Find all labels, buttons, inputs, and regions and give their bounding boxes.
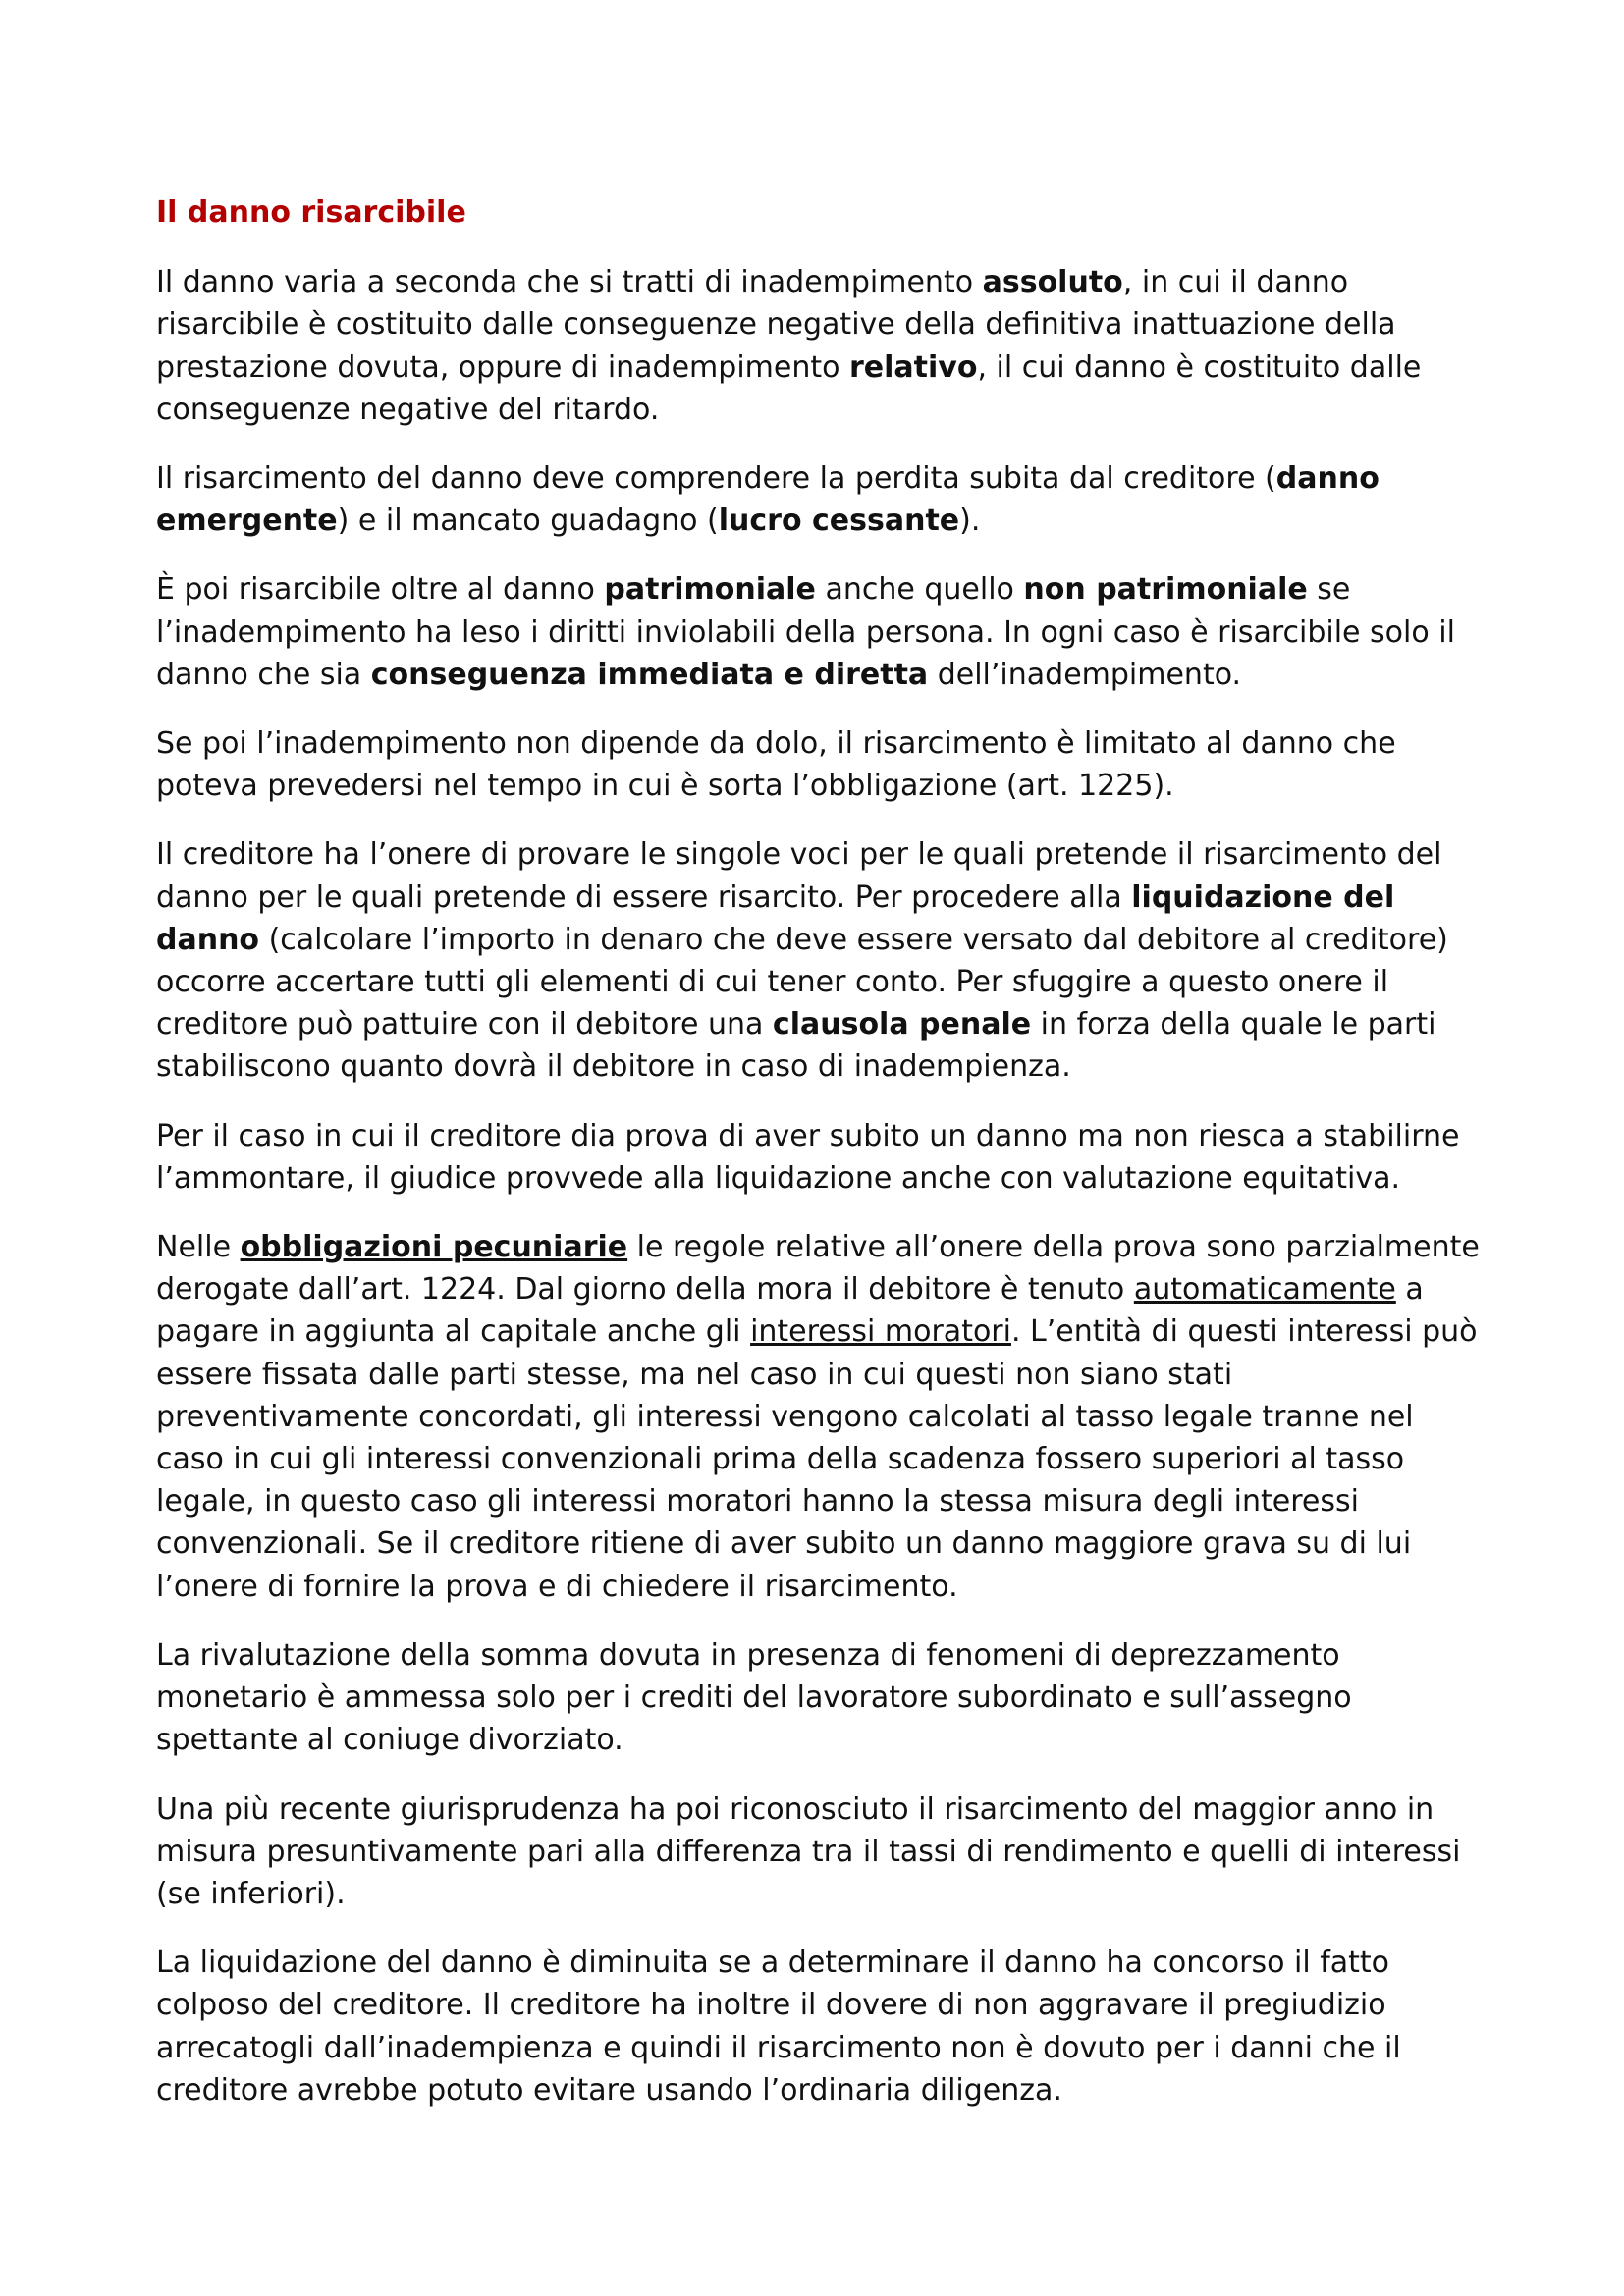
document-title: Il danno risarcibile <box>156 195 466 230</box>
bold-term: clausola penale <box>772 1007 1032 1042</box>
bold-term: liquidazione del danno <box>156 880 1395 957</box>
bold-term: patrimoniale <box>604 572 816 608</box>
paragraph <box>156 1789 1482 1916</box>
paragraph-text: dell’inadempimento. <box>928 657 1242 692</box>
paragraph-text: Il creditore ha l’onere di provare le singole voci per le quali pretende il risarcimento del danno per le quali pretende di essere risarcito. Per procedere alla <box>156 837 1442 915</box>
underlined-term: automaticamente <box>1133 1272 1396 1308</box>
paragraph-text: in forza della quale le parti stabiliscono quanto dovrà il debitore in caso di inadempienza. <box>156 1007 1436 1085</box>
paragraph <box>156 1226 1482 1608</box>
paragraph-text: (calcolare l’importo in denaro che deve essere versato dal debitore al creditore) occorre accertare tutti gli elementi di cui tener conto. Per sfuggire a questo onere il creditore può pattuire con il debitore una <box>156 922 1448 1042</box>
document-body <box>156 191 1482 2138</box>
paragraph-text: Il risarcimento del danno deve comprendere la perdita subita dal creditore ( <box>156 461 1276 497</box>
paragraph-text: Il danno varia a seconda che si tratti di inadempimento <box>156 265 983 300</box>
paragraph-text: , il cui danno è costituito dalle conseguenze negative del ritardo. <box>156 349 1422 427</box>
underlined-term: interessi moratori <box>750 1314 1011 1350</box>
paragraph <box>156 833 1482 1088</box>
bold-term: danno emergente <box>156 461 1380 539</box>
paragraph <box>156 1115 1482 1200</box>
paragraph-text: . L’entità di questi interessi può essere fissata dalle parti stesse, ma nel caso in cui questi non siano stati preventivamente concordati, gli interessi vengono calcolati al tasso legale tranne nel caso in cui gli interessi convenzionali prima della scadenza fossero superiori al tasso legale, in questo caso gli interessi moratori hanno la stessa misura degli interessi convenzionali. Se il creditore ritiene di aver subito un danno maggiore grava su di lui l’onere di fornire la prova e di chiedere il risarcimento. <box>156 1314 1478 1604</box>
bold-underlined-term: obbligazioni pecuniarie <box>240 1230 628 1265</box>
paragraph-text: ) e il mancato guadagno ( <box>337 504 719 539</box>
paragraph-text: La liquidazione del danno è diminuita se a determinare il danno ha concorso il fatto colposo del creditore. Il creditore ha inoltre il dovere di non aggravare il pregiudizio arrecatogli dall’inadempienza e quindi il risarcimento non è dovuto per i danni che il creditore avrebbe potuto evitare usando l’ordinaria diligenza. <box>156 1946 1401 2108</box>
bold-term: assoluto <box>982 265 1123 300</box>
paragraph-text: Una più recente giurisprudenza ha poi riconosciuto il risarcimento del maggior anno in misura presuntivamente pari alla differenza tra il tassi di rendimento e quelli di interessi (se inferiori). <box>156 1791 1461 1911</box>
paragraph-text: È poi risarcibile oltre al danno <box>156 572 605 608</box>
paragraph-text: se l’inadempimento ha leso i diritti inviolabili della persona. In ogni caso è risarcibile solo il danno che sia <box>156 572 1455 692</box>
paragraph <box>156 261 1482 431</box>
paragraph <box>156 1634 1482 1762</box>
paragraph <box>156 1942 1482 2111</box>
bold-term: non patrimoniale <box>1023 572 1308 608</box>
paragraph <box>156 457 1482 542</box>
paragraph-text: Nelle <box>156 1230 241 1265</box>
paragraph <box>156 568 1482 696</box>
paragraph-text: ). <box>959 504 981 539</box>
paragraph-text: , in cui il danno risarcibile è costituito dalle conseguenze negative della definitiva inattuazione della prestazione dovuta, oppure di inadempimento <box>156 265 1396 385</box>
paragraph-text: Per il caso in cui il creditore dia prova di aver subito un danno ma non riesca a stabilirne l’ammontare, il giudice provvede alla liquidazione anche con valutazione equitativa. <box>156 1118 1460 1196</box>
paragraph-list <box>156 261 1482 2111</box>
bold-term: lucro cessante <box>718 504 960 539</box>
paragraph-text: Se poi l’inadempimento non dipende da dolo, il risarcimento è limitato al danno che poteva prevedersi nel tempo in cui è sorta l’obbligazione (art. 1225). <box>156 726 1396 804</box>
bold-term: relativo <box>849 349 978 385</box>
paragraph-text: a pagare in aggiunta al capitale anche gli <box>156 1272 1424 1350</box>
paragraph-text: anche quello <box>815 572 1024 608</box>
bold-term: conseguenza immediata e diretta <box>370 657 929 692</box>
paragraph <box>156 722 1482 807</box>
paragraph-text: La rivalutazione della somma dovuta in presenza di fenomeni di deprezzamento monetario è ammessa solo per i crediti del lavoratore subordinato e sull’assegno spettante al coniuge divorziato. <box>156 1637 1352 1758</box>
paragraph-text: le regole relative all’onere della prova sono parzialmente derogate dall’art. 1224. Dal giorno della mora il debitore è tenuto <box>156 1230 1480 1308</box>
